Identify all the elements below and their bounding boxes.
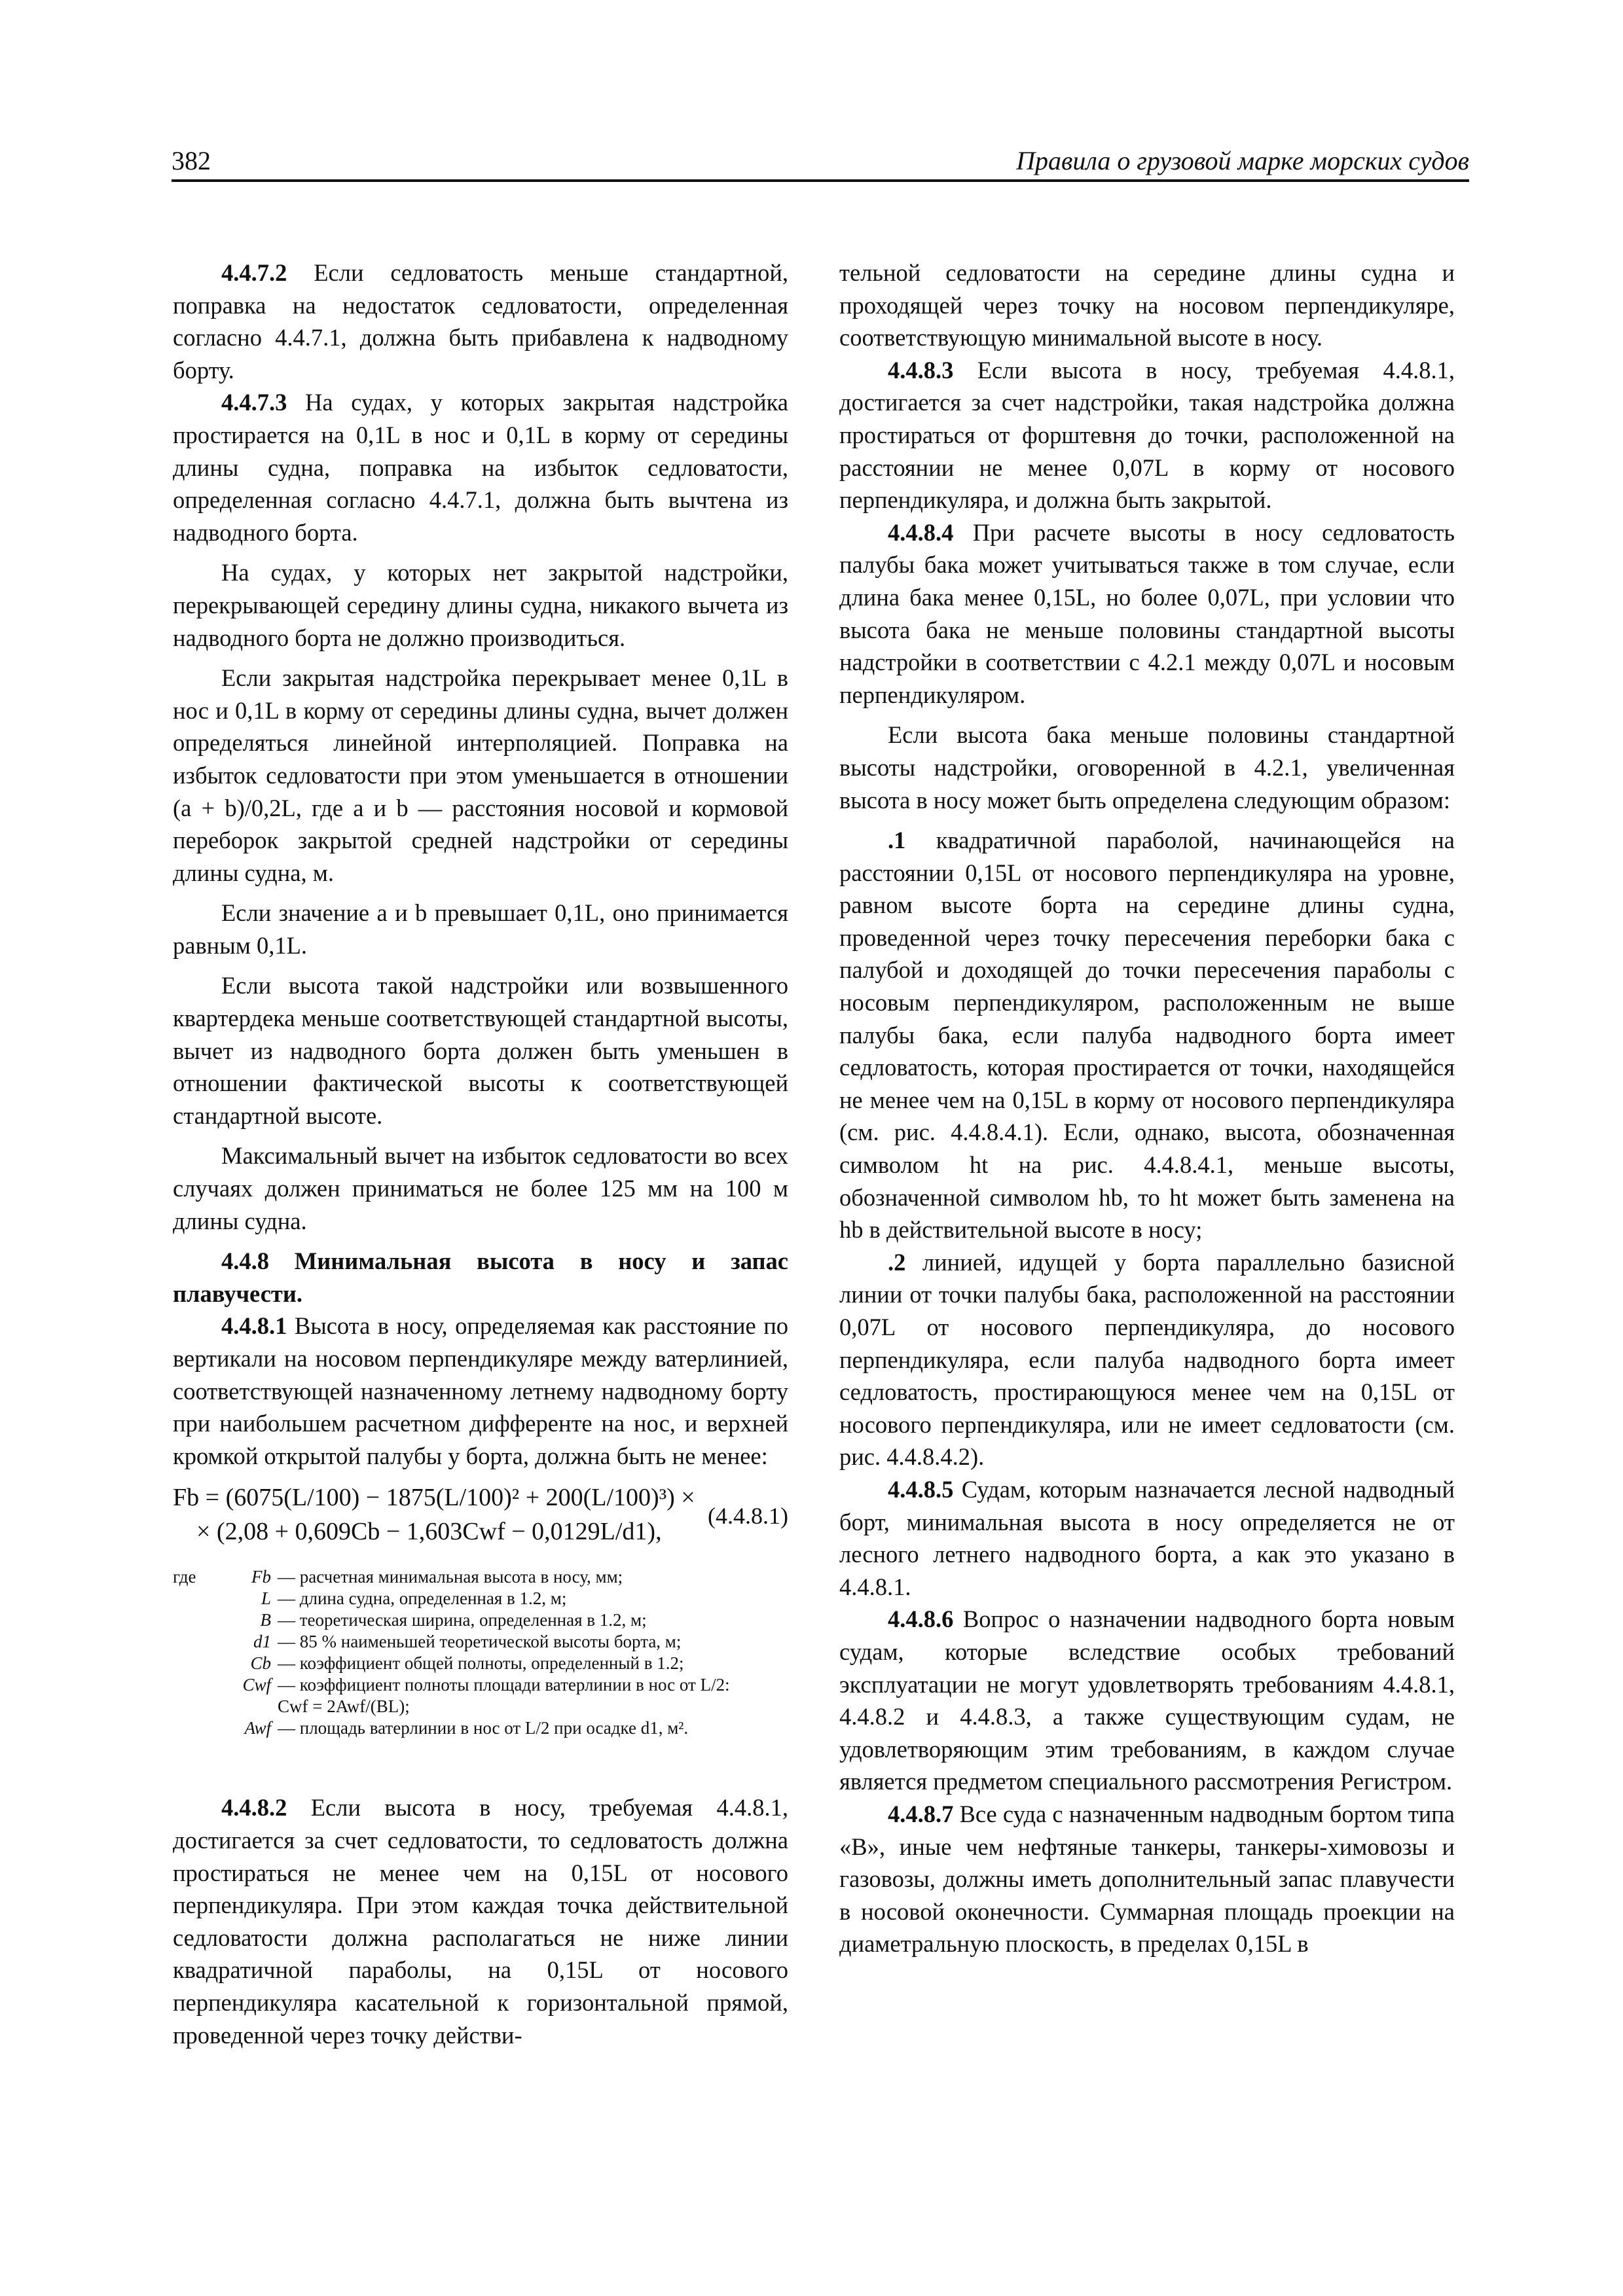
legend-description: — коэффициент полноты площади ватерлинии в нос от L/2: [278,1675,730,1695]
legend-symbol: Fb [251,1567,271,1587]
legend-description: — расчетная минимальная высота в носу, мм; [278,1567,623,1587]
running-title: Правила о грузовой марке морских судов [1016,146,1469,175]
legend-symbol: B [260,1610,271,1630]
clause-number: 4.4.8.2 [221,1794,287,1821]
clause-number: 4.4.8.7 [888,1800,954,1827]
clause-number: 4.4.8.3 [888,356,954,384]
formula-legend [173,1566,788,1739]
paragraph-4-4-8-3 [839,354,1455,516]
clause-text: Если высота в носу, требуемая 4.4.8.1, достигается за счет надстройки, такая надстройка должна простираться от форштевня до точки, расположенной на расстоянии не менее 0,07L в корму от носового перпендикуляра, и должна быть закрытой. [839,356,1455,514]
paragraph-a-b-limit: Если значение a и b превышает 0,1L, оно принимается равным 0,1L. [173,899,788,959]
paragraph-4-4-8-6 [839,1603,1455,1798]
paragraph-4-4-8-4 [839,516,1455,711]
clause-text: Судам, которым назначается лесной надводный борт, минимальная высота в носу определяется не от лесного летнего надводного борта, а как это указано в 4.4.8.1. [839,1475,1455,1600]
legend-symbol: Cwf [242,1675,271,1695]
clause-number: 4.4.8.4 [888,518,954,546]
legend-description: — теоретическая ширина, определенная в 1.2, м; [278,1610,647,1630]
paragraph-4-4-8-7 [839,1798,1455,1960]
item-text: линией, идущей у борта параллельно базисной линии от точки палубы бака, расположенной на расстоянии 0,07L от носового перпендикуляра, до носового перпендикуляра, если палуба надводного борта имеет седловатость, простирающуюся менее чем на 0,15L от носового перпендикуляра, или не имеет седловатости (см. рис. 4.4.8.4.2). [839,1248,1455,1471]
legend-description: — коэффициент общей полноты, определенный в 1.2; [278,1653,684,1674]
paragraph-4-4-8-1 [173,1310,788,1472]
paragraph-no-superstructure: На судах, у которых нет закрытой надстройки, перекрывающей середину длины судна, никакого вычета из надводного борта не должно производиться. [173,559,788,651]
legend-description: — 85 % наименьшей теоретической высоты борта, м; [278,1632,682,1652]
legend-symbol: L [261,1588,271,1609]
legend-row [173,1696,788,1717]
formula-line-2: × (2,08 + 0,609Cb − 1,603Cwf − 0,0129L/d1), [196,1518,662,1546]
clause-text: Если высота в носу, требуемая 4.4.8.1, достигается за счет седловатости, то седловатость должна простираться не менее чем на 0,15L от носового перпендикуляра. При этом каждая точка действительной седловатости должна располагаться не ниже линии квадратичной параболы, на 0,15L от носового перпендикуляра касательной к горизонтальной прямой, проведенной через точку действи- [173,1794,788,2049]
legend-row [173,1566,788,1588]
clause-number: 4.4.8.5 [888,1475,954,1503]
clause-number: 4.4.8.1 [221,1312,287,1340]
paragraph-forecastle-height: Если высота бака меньше половины стандартной высоты надстройки, оговоренной в 4.2.1, увеличенная высота в носу может быть определена следующим образом: [839,721,1455,814]
right-column [839,257,1455,1960]
legend-row [173,1609,788,1631]
legend-description: — площадь ватерлинии в нос от L/2 при осадке d1, м². [278,1718,689,1738]
legend-row [173,1631,788,1653]
legend-symbol: Awf [244,1718,271,1738]
legend-symbol: Cb [250,1653,271,1674]
paragraph-max-deduction: Максимальный вычет на избыток седловатости во всех случаях должен приниматься не более 125 мм на 100 м длины судна. [173,1142,788,1234]
paragraph-continuation: тельной седловатости на середине длины судна и проходящей через точку на носовом перпендикуляре, соответствующую минимальной высоте в носу. [839,259,1455,351]
page-number: 382 [172,146,211,175]
paragraph-4-4-7-3 [173,386,788,548]
legend-description: — длина судна, определенная в 1.2, м; [278,1588,567,1609]
clause-text: Вопрос о назначении надводного борта новым судам, которые вследствие особых требований эксплуатации не могут удовлетворять требованиям 4.4.8.1, 4.4.8.2 и 4.4.8.3, а также существующим судам, не удовлетворяющим этим требованиям, в каждом случае является предметом специального рассмотрения Регистром. [839,1605,1455,1795]
clause-text: Все суда с назначенным надводным бортом типа «В», иные чем нефтяные танкеры, танкеры-химовозы и газовозы, должны иметь дополнительный запас плавучести в носовой оконечности. Суммарная площадь проекции на диаметральную плоскость, в пределах 0,15L в [839,1800,1455,1958]
clause-text: Высота в носу, определяемая как расстояние по вертикали на носовом перпендикуляре между ватерлинией, соответствующей назначенному летнему надводному борту при наибольшем расчетном дифференте на нос, и верхней кромкой открытой палубы у борта, должна быть не менее: [173,1312,788,1469]
clause-text: При расчете высоты в носу седловатость палубы бака может учитываться также в том случае, если длина бака менее 0,15L, но более 0,07L, при условии что высота бака не меньше половины стандартной высоты надстройки в соответствии с 4.2.1 между 0,07L и носовым перпендикуляром. [839,518,1455,708]
item-number: .2 [888,1248,906,1276]
section-heading-4-4-8: 4.4.8 Минимальная высота в носу и запас плавучести. [173,1247,788,1307]
paragraph-height-reduction: Если высота такой надстройки или возвышенного квартердека меньше соответствующей стандартной высоты, вычет из надводного борта должен быть уменьшен в отношении фактической высоты к соответствующей стандартной высоте. [173,972,788,1129]
paragraph-4-4-8-2 [173,1791,788,2051]
legend-row [173,1653,788,1674]
legend-description: Cwf = 2Awf/(BL); [278,1696,410,1717]
paragraph-4-4-7-2 [173,257,788,386]
paragraph-item-1 [839,824,1455,1246]
formula-4-4-8-1 [173,1481,788,1560]
legend-row [173,1674,788,1696]
clause-number: 4.4.7.2 [221,259,287,286]
left-column [173,257,788,2051]
clause-text: На судах, у которых закрытая надстройка простирается на 0,1L в нос и 0,1L в корму от середины длины судна, поправка на избыток седловатости, определенная согласно 4.4.7.1, должна быть вычтена из надводного борта. [173,389,788,546]
paragraph-4-4-8-5 [839,1473,1455,1603]
clause-number: 4.4.8.6 [888,1605,954,1633]
item-text: квадратичной параболой, начинающейся на расстоянии 0,15L от носового перпендикуляра на уровне, равном высоте борта на середине длины судна, проведенной через точку пересечения переборки бака с палубой и доходящей до точки пересечения параболы с носовым перпендикуляром, расположенным не выше палубы бака, если палуба надводного борта имеет седловатость, которая простирается от точки, находящейся не менее чем на 0,15L в корму от носового перпендикуляра (см. рис. 4.4.8.4.1). Если, однако, высота, обозначенная символом ht на рис. 4.4.8.4.1, меньше высоты, обозначенной символом hb, то ht может быть заменена на hb в действительной высоте в носу; [839,827,1455,1244]
formula-number: (4.4.8.1) [708,1503,788,1530]
legend-symbol: d1 [253,1632,271,1652]
clause-number: 4.4.7.3 [221,389,287,416]
paragraph-interpolation: Если закрытая надстройка перекрывает менее 0,1L в нос и 0,1L в корму от середины длины судна, вычет должен определяться линейной интерполяцией. Поправка на избыток седловатости при этом уменьшается в отношении (a + b)/0,2L, где a и b — расстояния носовой и кормовой переборок закрытой средней надстройки от середины длины судна, м. [173,664,788,886]
paragraph-item-2 [839,1246,1455,1473]
formula-line-1: Fb = (6075(L/100) − 1875(L/100)² + 200(L/100)³) × [173,1484,695,1512]
legend-row [173,1588,788,1609]
legend-row [173,1717,788,1739]
item-number: .1 [888,827,906,854]
legend-prefix: где [173,1567,196,1587]
page-header [172,145,1469,182]
clause-text: Если седловатость меньше стандартной, поправка на недостаток седловатости, определенная согласно 4.4.7.1, должна быть прибавлена к надводному борту. [173,259,788,384]
